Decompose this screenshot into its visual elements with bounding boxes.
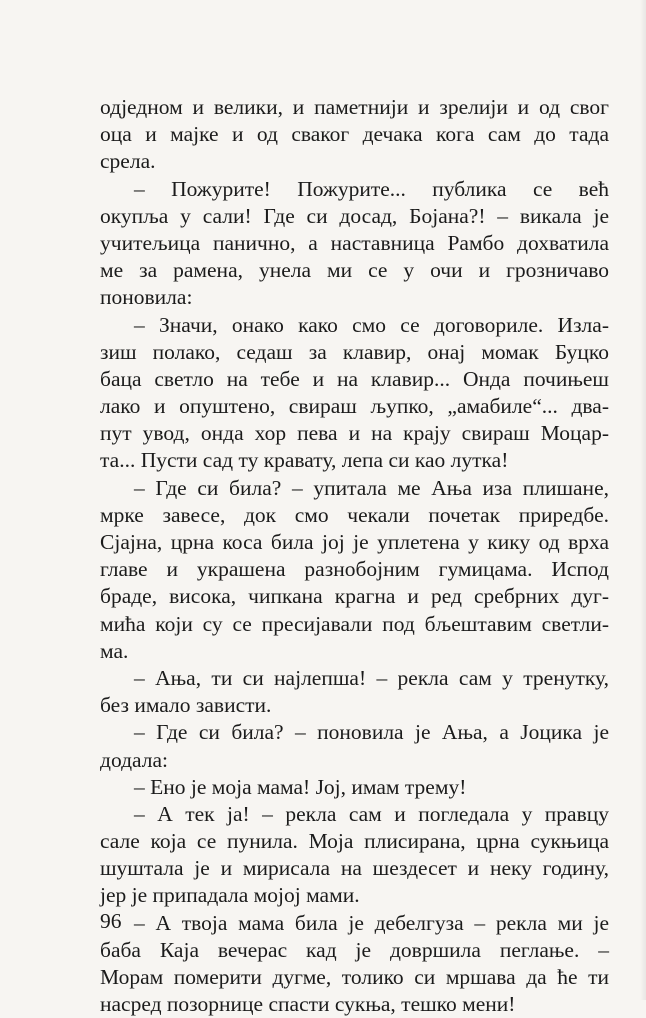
- text-line: – Где си била? – упитала ме Ања иза плишане,: [134, 475, 609, 500]
- text-line: зиш полако, седаш за клавир, онај момак Буцко: [100, 339, 609, 364]
- text-line: – Значи, онако како смо се договориле. Изла-: [134, 312, 609, 337]
- text-line: срела.: [100, 149, 156, 174]
- text-line: Морам померити дугме, толико си мршава да ће ти: [100, 965, 609, 989]
- text-line: ме за рамена, унела ми се у очи и грозничаво: [100, 258, 609, 283]
- text-line: ма.: [100, 638, 129, 663]
- text-line: браде, висока, чипкана крагна и ред сребрних дуг-: [100, 584, 609, 609]
- text-line: учитељица панично, а наставница Рамбо дохватила: [100, 230, 609, 255]
- text-line: главе и украшена разнобојним гумицама. Испод: [100, 557, 609, 582]
- text-line: јер је припадала мојој мами.: [100, 883, 360, 908]
- text-line: мића који су се пресијавали под бљештавим светли-: [100, 611, 609, 636]
- text-line: баца светло на тебе и на клавир... Онда почињеш: [100, 366, 609, 391]
- text-line: додала:: [100, 747, 168, 772]
- text-line: оца и мајке и од сваког дечака кога сам до тада: [100, 122, 609, 147]
- text-line: – А тек ја! – рекла сам и погледала у правцу: [134, 801, 609, 826]
- text-line: та... Пусти сад ту кравату, лепа си као лутка!: [100, 448, 509, 473]
- text-line: – Где си била? – поновила је Ања, а Јоцика је: [134, 720, 609, 745]
- text-line: без имало зависти.: [100, 693, 272, 718]
- text-line: поновила:: [100, 285, 193, 310]
- text-line: окупља у сали! Где си досад, Бојана?! – викала је: [100, 203, 609, 228]
- page-edge-shadow: [640, 0, 646, 1000]
- text-line: баба Каја вечерас кад је довршила пеглање. –: [100, 937, 609, 962]
- text-line: пут увод, онда хор пева и на крају свираш Моцар-: [100, 421, 609, 446]
- text-line: шуштала је и мирисала на шездесет и неку годину,: [100, 856, 609, 881]
- page-number: 96: [100, 909, 122, 933]
- text-line: – Ања, ти си најлепша! – рекла сам у тренутку,: [134, 665, 609, 690]
- text-line: мрке завесе, док смо чекали почетак приредбе.: [100, 502, 609, 527]
- text-line: сале која се пунила. Моја плисирана, црна сукњица: [100, 829, 609, 854]
- page-text: [100, 94, 609, 1018]
- text-line: насред позорнице спасти сукња, тешко мени!: [100, 992, 516, 1017]
- text-line: лако и опуштено, свираш љупко, „амабиле“... два-: [100, 394, 609, 419]
- text-line: – Ено је моја мама! Јој, имам трему!: [134, 774, 467, 799]
- text-line: – Пожурите! Пожурите... публика се већ: [134, 176, 609, 201]
- text-line: одједном и велики, и паметнији и зрелији и од свог: [100, 95, 609, 119]
- text-line: Сјајна, црна коса била јој је уплетена у кику од врха: [100, 530, 609, 554]
- text-line: – А твоја мама била је дебелгуза – рекла ми је: [134, 910, 609, 935]
